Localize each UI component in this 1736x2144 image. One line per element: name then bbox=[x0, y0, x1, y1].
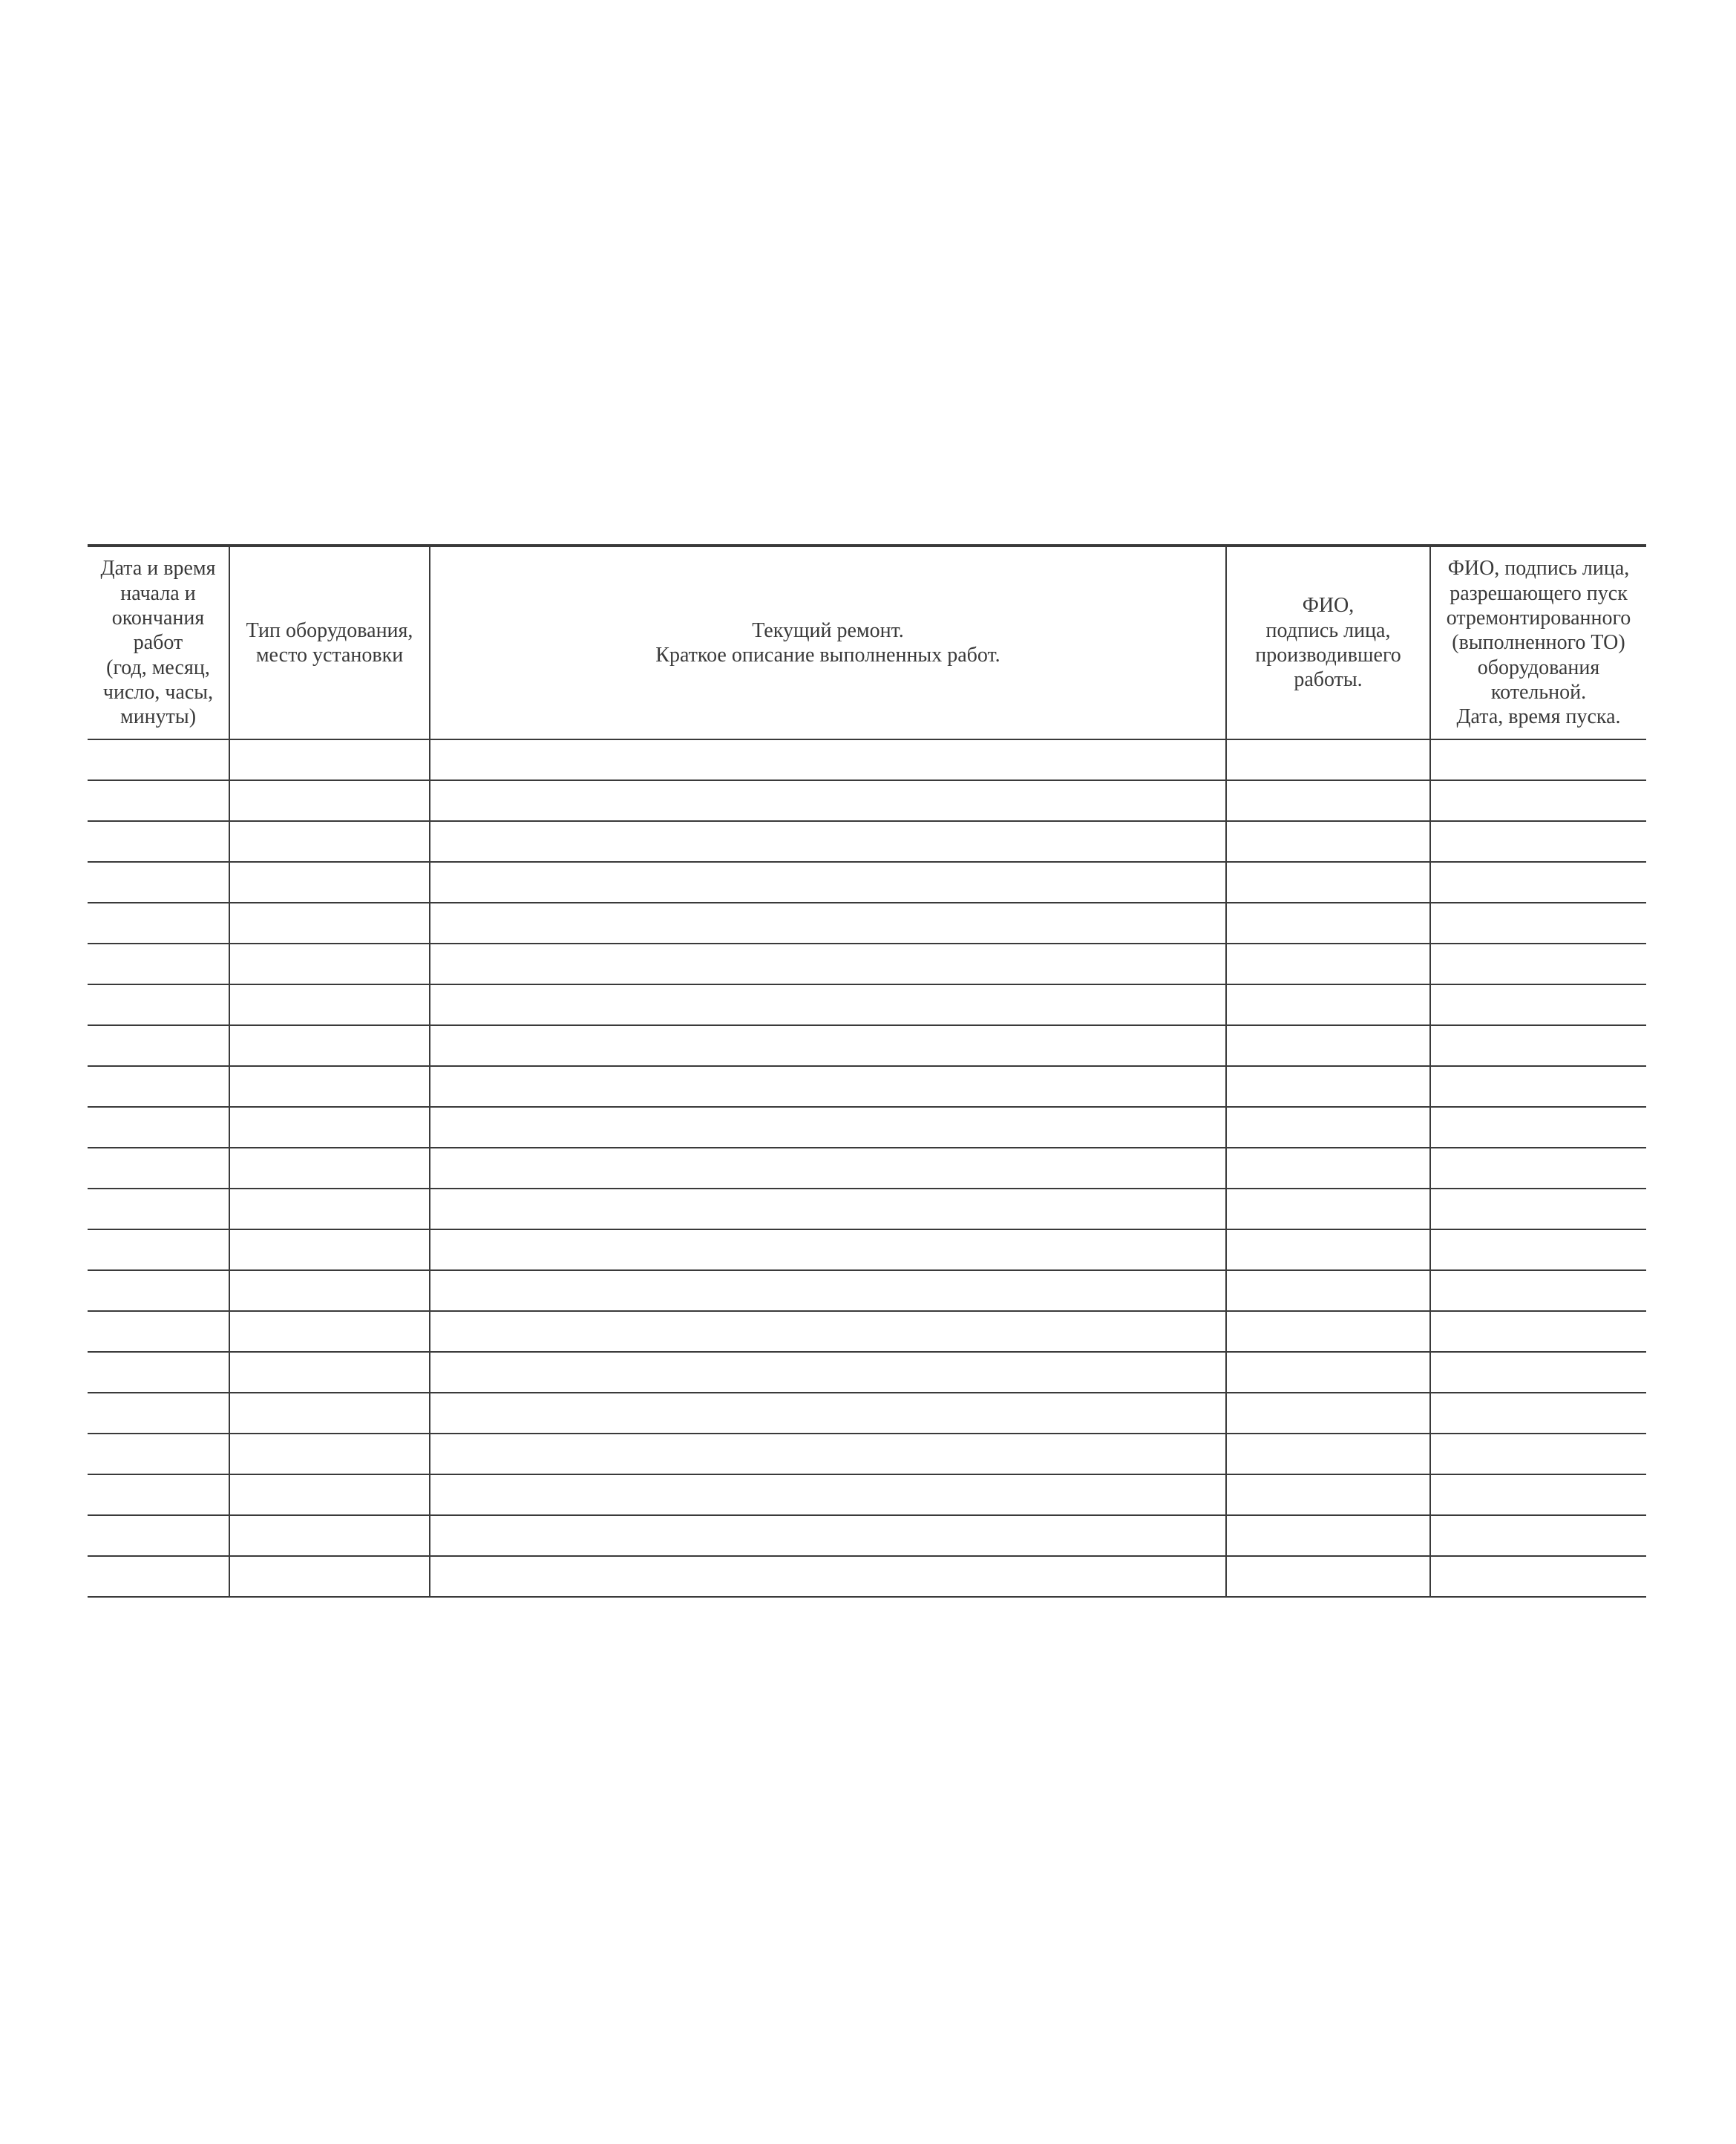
table-cell-empty bbox=[229, 1148, 430, 1189]
table-cell-empty bbox=[430, 862, 1226, 903]
table-cell-empty bbox=[1226, 984, 1430, 1025]
table-cell-empty bbox=[1430, 862, 1646, 903]
table-cell-empty bbox=[229, 1270, 430, 1311]
table-cell-empty bbox=[229, 903, 430, 944]
table-cell-empty bbox=[88, 1515, 229, 1556]
table-cell-empty bbox=[430, 944, 1226, 984]
table-cell-empty bbox=[1226, 1352, 1430, 1393]
table-cell-empty bbox=[1430, 1107, 1646, 1148]
table-row bbox=[88, 1270, 1646, 1311]
table-cell-empty bbox=[229, 780, 430, 821]
table-cell-empty bbox=[430, 1311, 1226, 1352]
table-cell-empty bbox=[88, 1107, 229, 1148]
table-cell-empty bbox=[229, 1229, 430, 1270]
table-cell-empty bbox=[1430, 1311, 1646, 1352]
table-cell-empty bbox=[1226, 1515, 1430, 1556]
table-cell-empty bbox=[430, 780, 1226, 821]
table-cell-empty bbox=[1226, 1229, 1430, 1270]
table-cell-empty bbox=[430, 1107, 1226, 1148]
table-cell-empty bbox=[229, 1515, 430, 1556]
table-row bbox=[88, 739, 1646, 780]
table-cell-empty bbox=[430, 1189, 1226, 1229]
table-row bbox=[88, 1107, 1646, 1148]
table-cell-empty bbox=[430, 1556, 1226, 1597]
table-cell-empty bbox=[229, 1025, 430, 1066]
table-cell-empty bbox=[88, 739, 229, 780]
table-row bbox=[88, 821, 1646, 862]
table-cell-empty bbox=[1226, 780, 1430, 821]
table-cell-empty bbox=[229, 984, 430, 1025]
table-cell-empty bbox=[229, 944, 430, 984]
table-cell-empty bbox=[1226, 1148, 1430, 1189]
table-cell-empty bbox=[88, 1393, 229, 1434]
table-cell-empty bbox=[88, 1066, 229, 1107]
table-cell-empty bbox=[430, 1270, 1226, 1311]
table-cell-empty bbox=[1430, 1189, 1646, 1229]
table-cell-empty bbox=[88, 1474, 229, 1515]
table-cell-empty bbox=[1430, 1515, 1646, 1556]
table-header bbox=[88, 546, 1646, 739]
table-cell-empty bbox=[229, 1189, 430, 1229]
table-cell-empty bbox=[1430, 1352, 1646, 1393]
table-cell-empty bbox=[88, 984, 229, 1025]
table-cell-empty bbox=[1226, 1107, 1430, 1148]
table-cell-empty bbox=[430, 1393, 1226, 1434]
table-cell-empty bbox=[1226, 1434, 1430, 1474]
table-cell-empty bbox=[88, 1556, 229, 1597]
table-row bbox=[88, 903, 1646, 944]
table-cell-empty bbox=[1430, 739, 1646, 780]
column-header-startup-authorizer: ФИО, подпись лица, разрешающего пуск отремонтированного (выполненного ТО) оборудования котельной. Дата, время пуска. bbox=[1430, 546, 1646, 739]
table-cell-empty bbox=[1226, 862, 1430, 903]
table-cell-empty bbox=[88, 1148, 229, 1189]
table-cell-empty bbox=[1430, 1148, 1646, 1189]
table-cell-empty bbox=[88, 944, 229, 984]
table-cell-empty bbox=[1226, 1025, 1430, 1066]
table-cell-empty bbox=[88, 862, 229, 903]
table-cell-empty bbox=[88, 903, 229, 944]
table-cell-empty bbox=[1226, 1311, 1430, 1352]
table-cell-empty bbox=[229, 821, 430, 862]
table-cell-empty bbox=[88, 1311, 229, 1352]
table-cell-empty bbox=[1226, 821, 1430, 862]
table-cell-empty bbox=[88, 1025, 229, 1066]
table-cell-empty bbox=[1226, 1474, 1430, 1515]
table-cell-empty bbox=[88, 821, 229, 862]
table-cell-empty bbox=[1430, 1229, 1646, 1270]
table-cell-empty bbox=[88, 1352, 229, 1393]
table-cell-empty bbox=[229, 1311, 430, 1352]
table-cell-empty bbox=[1226, 1556, 1430, 1597]
table-cell-empty bbox=[430, 1229, 1226, 1270]
table-header-row bbox=[88, 546, 1646, 739]
table-row bbox=[88, 780, 1646, 821]
table-row bbox=[88, 944, 1646, 984]
table-cell-empty bbox=[1430, 1474, 1646, 1515]
table-row bbox=[88, 1148, 1646, 1189]
table-cell-empty bbox=[1430, 903, 1646, 944]
table-cell-empty bbox=[88, 1434, 229, 1474]
column-header-date-time: Дата и время начала и окончания работ (год, месяц, число, часы, минуты) bbox=[88, 546, 229, 739]
table-row bbox=[88, 862, 1646, 903]
table-cell-empty bbox=[430, 984, 1226, 1025]
table-cell-empty bbox=[430, 1352, 1226, 1393]
table-cell-empty bbox=[1430, 1270, 1646, 1311]
table-row bbox=[88, 1189, 1646, 1229]
table-row bbox=[88, 1515, 1646, 1556]
table-row bbox=[88, 1393, 1646, 1434]
table-cell-empty bbox=[430, 1148, 1226, 1189]
table-row bbox=[88, 1229, 1646, 1270]
table-cell-empty bbox=[430, 739, 1226, 780]
column-header-equipment-type: Тип оборудования, место установки bbox=[229, 546, 430, 739]
table-cell-empty bbox=[1226, 944, 1430, 984]
table-cell-empty bbox=[1430, 944, 1646, 984]
table-cell-empty bbox=[229, 1107, 430, 1148]
column-header-worker-name-signature: ФИО, подпись лица, производившего работы. bbox=[1226, 546, 1430, 739]
table-cell-empty bbox=[1430, 1434, 1646, 1474]
table-row bbox=[88, 1025, 1646, 1066]
table-row bbox=[88, 1474, 1646, 1515]
table-cell-empty bbox=[229, 739, 430, 780]
table-cell-empty bbox=[1226, 1270, 1430, 1311]
table-cell-empty bbox=[229, 1352, 430, 1393]
table-cell-empty bbox=[430, 1515, 1226, 1556]
table-cell-empty bbox=[1226, 903, 1430, 944]
table-cell-empty bbox=[88, 1229, 229, 1270]
table-cell-empty bbox=[430, 821, 1226, 862]
table-row bbox=[88, 1311, 1646, 1352]
table-cell-empty bbox=[430, 1025, 1226, 1066]
table-cell-empty bbox=[430, 903, 1226, 944]
table-cell-empty bbox=[430, 1434, 1226, 1474]
table-cell-empty bbox=[1430, 1066, 1646, 1107]
table-cell-empty bbox=[1430, 1556, 1646, 1597]
table-cell-empty bbox=[229, 1393, 430, 1434]
table-cell-empty bbox=[1430, 780, 1646, 821]
table-cell-empty bbox=[430, 1474, 1226, 1515]
table-cell-empty bbox=[1226, 1189, 1430, 1229]
table-body bbox=[88, 739, 1646, 1597]
table-cell-empty bbox=[1226, 739, 1430, 780]
table-row bbox=[88, 1556, 1646, 1597]
table-cell-empty bbox=[430, 1066, 1226, 1107]
table-cell-empty bbox=[229, 862, 430, 903]
table-row bbox=[88, 984, 1646, 1025]
maintenance-log-table bbox=[88, 544, 1646, 1598]
table-cell-empty bbox=[229, 1434, 430, 1474]
table-cell-empty bbox=[1430, 1025, 1646, 1066]
table-cell-empty bbox=[1430, 1393, 1646, 1434]
table-cell-empty bbox=[229, 1474, 430, 1515]
table-cell-empty bbox=[1226, 1393, 1430, 1434]
table-cell-empty bbox=[88, 1189, 229, 1229]
table-cell-empty bbox=[88, 780, 229, 821]
table-cell-empty bbox=[1226, 1066, 1430, 1107]
table-cell-empty bbox=[1430, 821, 1646, 862]
table-cell-empty bbox=[88, 1270, 229, 1311]
table-cell-empty bbox=[229, 1556, 430, 1597]
column-header-current-repair-description: Текущий ремонт. Краткое описание выполненных работ. bbox=[430, 546, 1226, 739]
table-row bbox=[88, 1066, 1646, 1107]
table-cell-empty bbox=[229, 1066, 430, 1107]
table-cell-empty bbox=[1430, 984, 1646, 1025]
table-row bbox=[88, 1434, 1646, 1474]
table-row bbox=[88, 1352, 1646, 1393]
